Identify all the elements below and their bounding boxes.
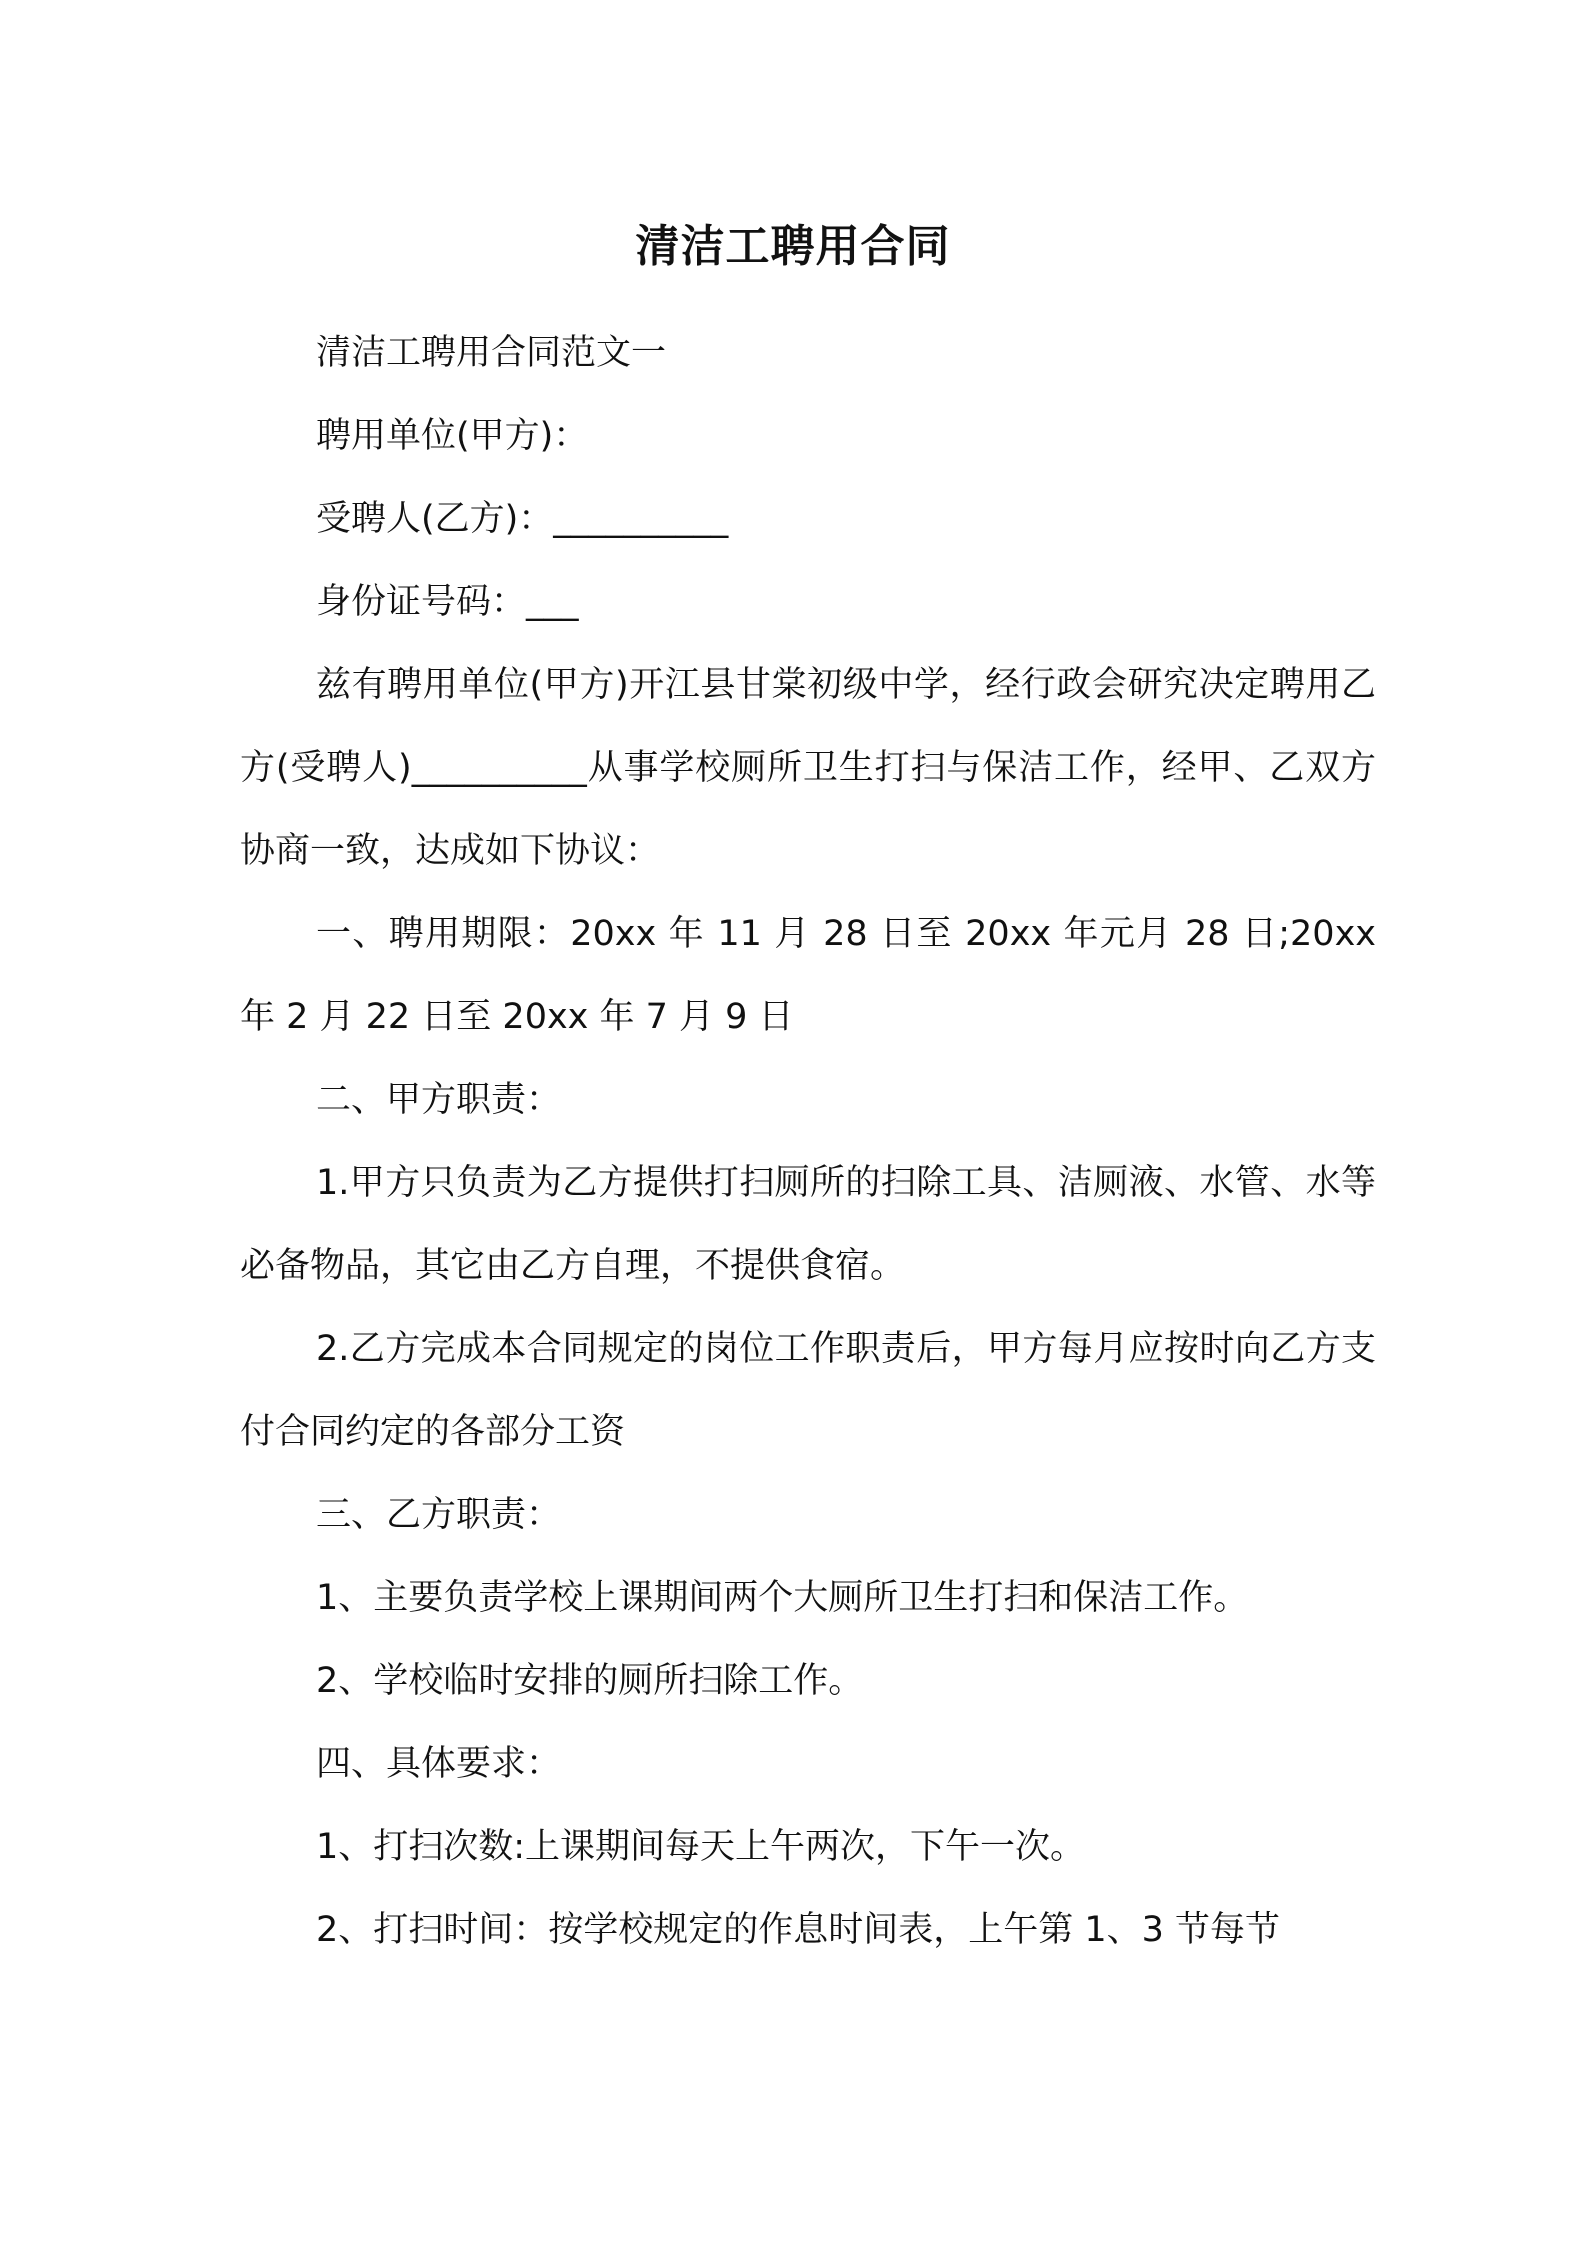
paragraph-requirement-2: 2、打扫时间：按学校规定的作息时间表，上午第 1、3 节每节 bbox=[316, 1910, 1281, 1950]
document-title: 清洁工聘用合同 bbox=[635, 221, 951, 272]
paragraph-preamble: 兹有聘用单位(甲方)开江县甘棠初级中学，经行政会研究决定聘用乙方(受聘人)__________从事学校厕所卫生打扫与保洁工作，经甲、乙双方协商一致，达成如下协议： bbox=[240, 665, 1376, 871]
paragraph-party-a-duty-1: 1.甲方只负责为乙方提供打扫厕所的扫除工具、洁厕液、水管、水等必备物品，其它由乙方自理，不提供食宿。 bbox=[240, 1163, 1376, 1286]
paragraph-party-a-duty-2: 2.乙方完成本合同规定的岗位工作职责后，甲方每月应按时向乙方支付合同约定的各部分工资 bbox=[240, 1329, 1376, 1452]
paragraph-employee: 受聘人(乙方)：__________ bbox=[316, 499, 729, 539]
paragraph-id-number: 身份证号码：___ bbox=[316, 582, 579, 622]
document-body bbox=[240, 312, 1376, 1972]
heading-party-b-duties: 三、乙方职责： bbox=[316, 1495, 562, 1535]
paragraph-employer: 聘用单位(甲方)： bbox=[316, 416, 589, 456]
paragraph-term: 一、聘用期限：20xx 年 11 月 28 日至 20xx 年元月 28 日;20xx 年 2 月 22 日至 20xx 年 7 月 9 日 bbox=[240, 914, 1376, 1037]
paragraph-party-b-duty-2: 2、学校临时安排的厕所扫除工作。 bbox=[316, 1661, 864, 1701]
paragraph-party-b-duty-1: 1、主要负责学校上课期间两个大厕所卫生打扫和保洁工作。 bbox=[316, 1578, 1249, 1618]
heading-party-a-duties: 二、甲方职责： bbox=[316, 1080, 562, 1120]
paragraph-requirement-1: 1、打扫次数:上课期间每天上午两次，下午一次。 bbox=[316, 1827, 1086, 1867]
heading-requirements: 四、具体要求： bbox=[316, 1744, 562, 1784]
paragraph-subtitle: 清洁工聘用合同范文一 bbox=[316, 333, 667, 373]
